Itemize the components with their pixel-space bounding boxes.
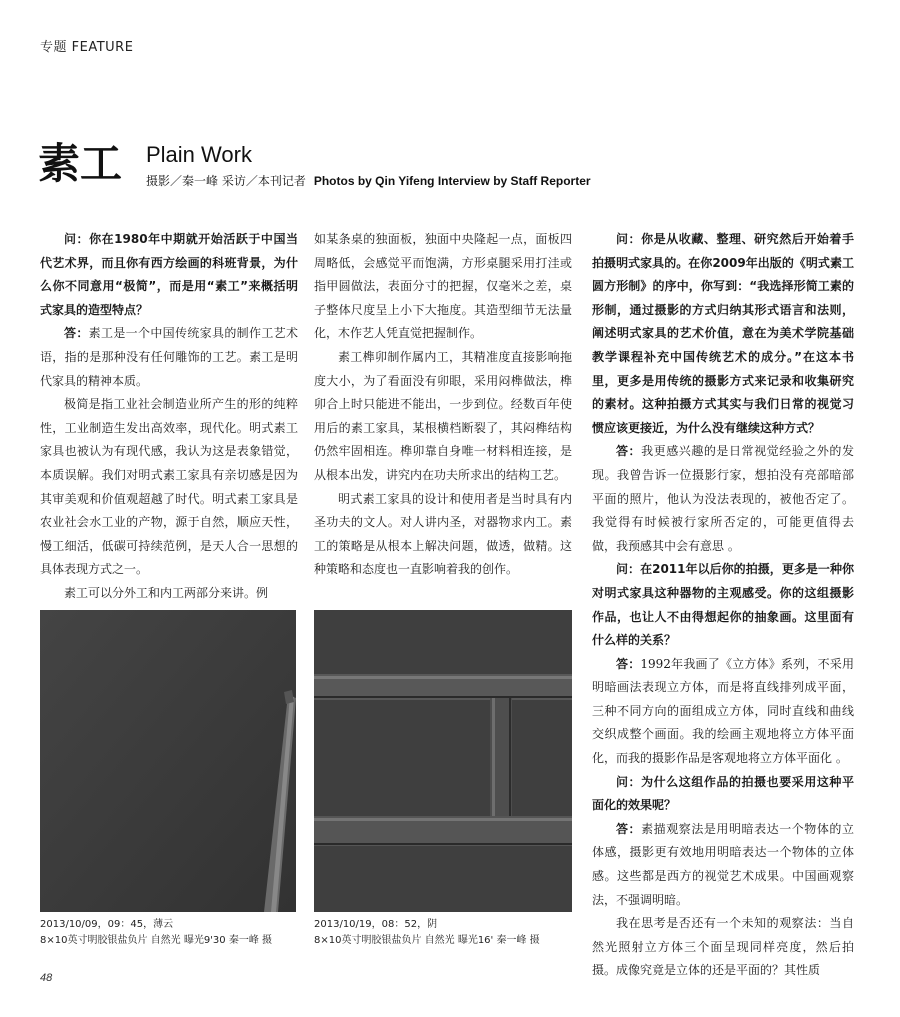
answer-paragraph [592, 653, 854, 771]
body-text: 素工可以分外工和内工两部分来讲。例 [64, 585, 269, 600]
answer-label: 答： [616, 821, 642, 836]
paragraph [40, 582, 298, 606]
article-column-1 [40, 228, 298, 606]
photo-2-caption-line-1: 2013/10/19，08：52，阴 [314, 919, 438, 930]
title-chinese: 素工 [38, 139, 123, 188]
article-column-2 [314, 228, 572, 582]
body-text: 极简是指工业社会制造业所产生的形的纯粹性，工业制造生发出高效率，现代化。明式素工家具也被认为有现代感，我认为这是表象错觉，本质误解。我们对明式素工家具有亲切感是因为其审美观和价值观超越了时代。明式素工家具是农业社会水工业的产物，源于自然，顺应天性，慢工细活，低碳可持续范例，是天人合一思想的具体表现方式之一。 [40, 397, 298, 577]
question-text: 问：为什么这组作品的拍摄也要采用这种平面化的效果呢？ [592, 774, 854, 813]
photo-1-caption-line-1: 2013/10/09，09：45，薄云 [40, 919, 174, 930]
answer-paragraph [592, 440, 854, 558]
body-text: 我在思考是否还有一个未知的观察法：当自然光照射立方体三个面呈现同样亮度，然后拍摄。成像究竟是立体的还是平面的？其性质 [592, 916, 854, 978]
credits [146, 172, 591, 189]
answer-label: 答： [64, 326, 89, 341]
question-paragraph [40, 228, 298, 322]
paragraph [314, 488, 572, 582]
question-paragraph [592, 771, 854, 818]
paragraph [592, 912, 854, 983]
photo-1-image [40, 610, 296, 912]
credits-chinese: 摄影／秦一峰 采访／本刊记者 [146, 174, 306, 188]
answer-label: 答： [616, 656, 641, 671]
question-text: 问：你是从收藏、整理、研究然后开始着手拍摄明式家具的。在你2009年出版的《明式素工圆方形制》的序中，你写到：“我选择形简工素的形制，通过摄影的方式归纳其形式语言和法则，阐述明式家具的艺术价值，意在为美术学院基础教学课程补充中国传统艺术的成分。”在这本书里，更多是用传统的摄影方式来记录和收集研究的素材。这种拍摄方式其实与我们日常的视觉习惯应该更接近，为什么没有继续这种方式？ [592, 232, 854, 435]
question-text: 问：你在1980年中期就开始活跃于中国当代艺术界，而且你有西方绘画的科班背景，为什么你不同意用“极简”，而是用“素工”来概括明式家具的造型特点？ [40, 232, 298, 317]
answer-text: 我更感兴趣的是日常视觉经验之外的发现。我曾告诉一位摄影行家，想拍没有亮部暗部平面的照片，他认为没法表现的，被他否定了。我觉得有时候被行家所否定的，可能更值得去做，我预感其中会有意思 。 [592, 444, 854, 553]
answer-text: 素工是一个中国传统家具的制作工艺术语，指的是那种没有任何雕饰的工艺。素工是明代家具的精神本质。 [40, 326, 298, 388]
body-text: 素工榫卯制作属内工，其精准度直接影响拖度大小，为了看面没有卯眼，采用闷榫做法，榫卯合上时只能进不能出，一步到位。经数百年使用后的素工家具，某根横档断裂了，其闷榫结构仍然牢固相连。榫卯靠自身唯一材料相连接，是从根本出发，讲究内在功夫所求出的结构工艺。 [314, 349, 572, 482]
paragraph [314, 228, 572, 346]
paragraph [314, 346, 572, 488]
section-header: 专题 FEATURE [40, 40, 134, 55]
answer-paragraph [592, 818, 854, 912]
question-paragraph [592, 558, 854, 652]
photo-2 [314, 610, 572, 912]
page-number: 48 [40, 972, 53, 984]
question-text: 问：在2011年以后你的拍摄，更多是一种你对明式家具这种器物的主观感受。你的这组摄影作品，也让人不由得想起你的抽象画。这里面有什么样的关系？ [592, 562, 854, 648]
question-paragraph [592, 228, 854, 440]
answer-text: 1992年我画了《立方体》系列，不采用明暗画法表现立方体，而是将直线排列成平面，三种不同方向的面组成立方体，同时直线和曲线交织成整个画面。我的绘画主观地将立方体平面化，而我的摄影作品是客观地将立方体平面化 。 [592, 656, 854, 766]
answer-label: 答： [616, 444, 642, 459]
photo-2-image [314, 610, 572, 912]
photo-1-caption-line-2: 8×10英寸明胶银盐负片 自然光 曝光9'30 秦一峰 摄 [40, 935, 273, 946]
credits-english: Photos by Qin Yifeng Interview by Staff Reporter [313, 174, 591, 188]
paragraph [40, 393, 298, 582]
title-english: Plain Work [146, 142, 252, 167]
photo-1-caption [40, 917, 272, 949]
body-text: 明式素工家具的设计和使用者是当时具有内圣功夫的文人。对人讲内圣，对器物求内工。素工的策略是从根本上解决问题，做透，做精。这种策略和态度也一直影响着我的创作。 [314, 491, 572, 577]
answer-paragraph [40, 322, 298, 393]
answer-text: 素描观察法是用明暗表达一个物体的立体感，摄影更有效地用明暗表达一个物体的立体感。这些都是西方的视觉艺术成果。中国画观察法，不强调明暗。 [592, 821, 854, 907]
article-column-3 [592, 228, 854, 983]
photo-1 [40, 610, 296, 912]
photo-2-caption [314, 917, 540, 949]
photo-2-caption-line-2: 8×10英寸明胶银盐负片 自然光 曝光16' 秦一峰 摄 [314, 935, 540, 946]
title-block [38, 140, 738, 188]
body-text: 如某条桌的独面板，独面中央隆起一点，面板四周略低，会感觉平而饱满，方形桌腿采用打洼或指甲圆做法，表面分寸的把握，仅毫米之差，桌子整体尺度呈上小下大拖度。其造型细节无法量化，木作艺人凭直觉把握制作。 [314, 232, 572, 341]
